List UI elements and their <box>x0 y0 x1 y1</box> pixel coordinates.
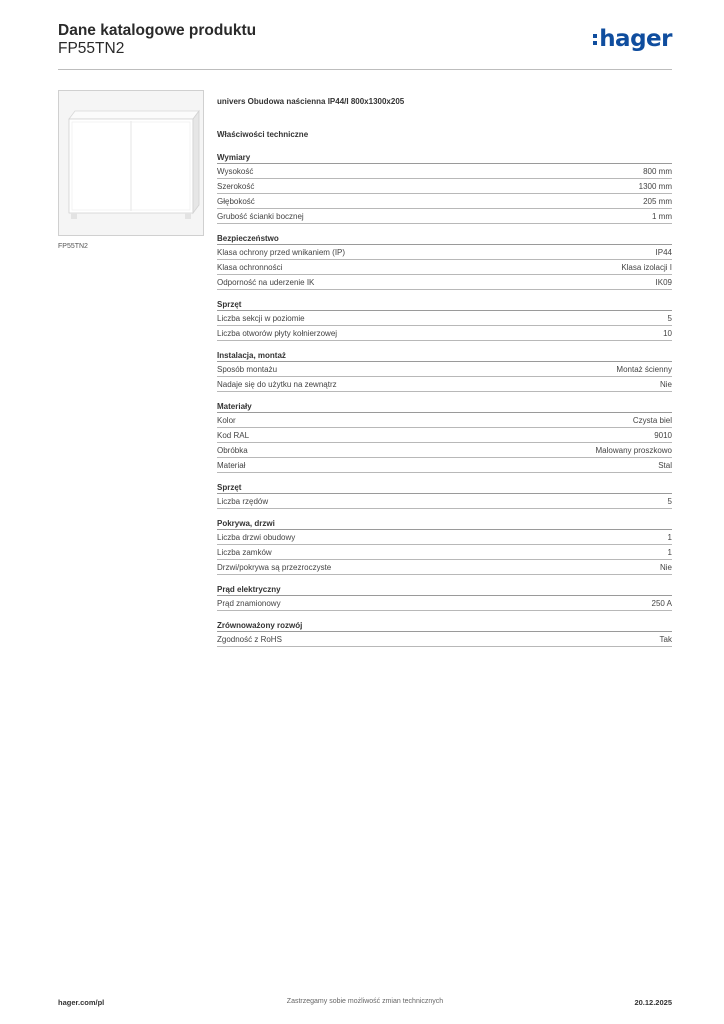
hager-logo <box>593 26 672 52</box>
property-label: Grubość ścianki bocznej <box>217 211 304 221</box>
properties-sections <box>217 152 672 647</box>
property-section <box>217 152 672 224</box>
product-details <box>217 96 672 656</box>
section-title: Pokrywa, drzwi <box>217 518 672 530</box>
property-label: Liczba sekcji w poziomie <box>217 313 305 323</box>
property-row <box>217 458 672 473</box>
enclosure-illustration <box>59 91 203 235</box>
property-value: 1 <box>667 547 672 557</box>
property-value: 250 A <box>651 598 672 608</box>
section-title: Prąd elektryczny <box>217 584 672 596</box>
property-label: Prąd znamionowy <box>217 598 281 608</box>
property-section <box>217 401 672 473</box>
property-value: Klasa izolacji I <box>621 262 672 272</box>
property-value: IP44 <box>655 247 672 257</box>
property-value: Montaż ścienny <box>616 364 672 374</box>
property-label: Głębokość <box>217 196 255 206</box>
property-row <box>217 428 672 443</box>
property-row <box>217 377 672 392</box>
section-title: Instalacja, montaż <box>217 350 672 362</box>
property-value: 1 mm <box>652 211 672 221</box>
property-label: Sposób montażu <box>217 364 278 374</box>
property-value: 9010 <box>654 430 672 440</box>
page-header <box>58 22 672 70</box>
property-section <box>217 482 672 509</box>
property-section <box>217 518 672 575</box>
property-section <box>217 299 672 341</box>
property-row <box>217 260 672 275</box>
footer-disclaimer: Zastrzegamy sobie możliwość zmian technicznych <box>286 998 444 1005</box>
property-value: 1300 mm <box>638 181 672 191</box>
property-row <box>217 164 672 179</box>
product-image <box>58 90 204 236</box>
section-title: Materiały <box>217 401 672 413</box>
property-value: Czysta biel <box>632 415 672 425</box>
property-row <box>217 596 672 611</box>
product-code: FP55TN2 <box>58 40 125 57</box>
property-section <box>217 620 672 647</box>
property-value: Nie <box>659 562 672 572</box>
property-row <box>217 560 672 575</box>
property-row <box>217 494 672 509</box>
section-title: Wymiary <box>217 152 672 164</box>
property-label: Materiał <box>217 460 246 470</box>
property-label: Obróbka <box>217 445 248 455</box>
property-label: Liczba drzwi obudowy <box>217 532 296 542</box>
property-row <box>217 194 672 209</box>
property-section <box>217 233 672 290</box>
section-title: Bezpieczeństwo <box>217 233 672 245</box>
image-caption: FP55TN2 <box>58 243 88 250</box>
property-label: Odporność na uderzenie IK <box>217 277 315 287</box>
property-value: IK09 <box>655 277 672 287</box>
property-section <box>217 350 672 392</box>
property-label: Liczba rzędów <box>217 496 269 506</box>
property-row <box>217 179 672 194</box>
property-value: Stal <box>658 460 672 470</box>
property-row <box>217 632 672 647</box>
property-label: Nadaje się do użytku na zewnątrz <box>217 379 337 389</box>
property-label: Szerokość <box>217 181 255 191</box>
property-row <box>217 209 672 224</box>
property-value: 5 <box>667 313 672 323</box>
property-value: Tak <box>659 634 672 644</box>
property-row <box>217 326 672 341</box>
property-row <box>217 275 672 290</box>
property-row <box>217 545 672 560</box>
property-row <box>217 443 672 458</box>
section-title: Sprzęt <box>217 299 672 311</box>
property-row <box>217 413 672 428</box>
property-label: Klasa ochronności <box>217 262 283 272</box>
property-label: Liczba zamków <box>217 547 272 557</box>
property-label: Kod RAL <box>217 430 250 440</box>
property-label: Drzwi/pokrywa są przezroczyste <box>217 562 332 572</box>
footer-date: 20.12.2025 <box>634 998 672 1007</box>
property-section <box>217 584 672 611</box>
property-row <box>217 311 672 326</box>
property-label: Zgodność z RoHS <box>217 634 282 644</box>
property-value: 205 mm <box>643 196 672 206</box>
property-value: Nie <box>659 379 672 389</box>
section-title: Zrównoważony rozwój <box>217 620 672 632</box>
tech-properties-heading: Właściwości techniczne <box>217 130 309 139</box>
logo-text: hager <box>599 26 672 52</box>
section-title: Sprzęt <box>217 482 672 494</box>
logo-dots-icon <box>593 34 597 45</box>
property-label: Liczba otworów płyty kołnierzowej <box>217 328 338 338</box>
property-value: 10 <box>663 328 672 338</box>
page-title: Dane katalogowe produktu <box>58 22 257 39</box>
property-row <box>217 362 672 377</box>
property-row <box>217 530 672 545</box>
property-value: 1 <box>667 532 672 542</box>
property-label: Wysokość <box>217 166 254 176</box>
property-value: 5 <box>667 496 672 506</box>
property-value: Malowany proszkowo <box>595 445 672 455</box>
property-label: Kolor <box>217 415 236 425</box>
product-name: univers Obudowa naścienna IP44/I 800x1300x205 <box>217 97 405 106</box>
property-row <box>217 245 672 260</box>
page-footer <box>58 998 672 1010</box>
property-label: Klasa ochrony przed wnikaniem (IP) <box>217 247 346 257</box>
footer-website[interactable]: hager.com/pl <box>58 998 105 1007</box>
property-value: 800 mm <box>643 166 672 176</box>
